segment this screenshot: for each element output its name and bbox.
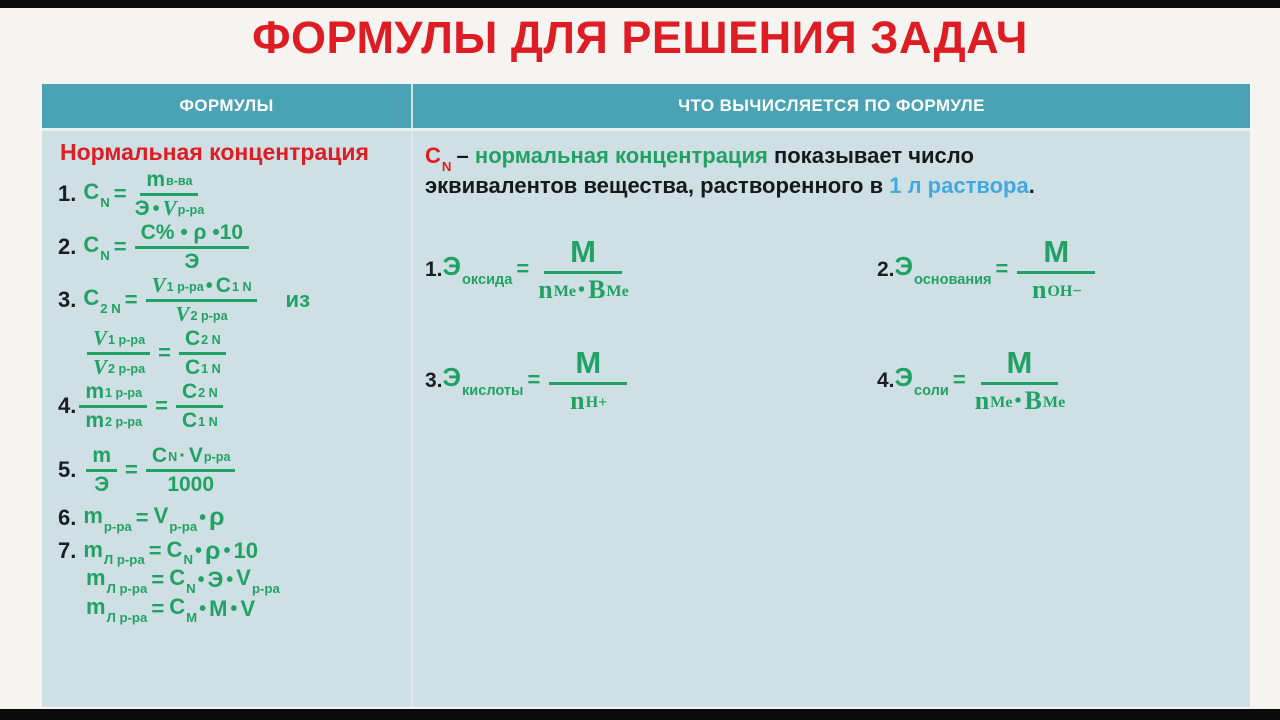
symbol: C (425, 143, 441, 168)
equals-sign: = (158, 340, 171, 365)
symbol: Э (134, 197, 150, 220)
fraction (135, 169, 204, 219)
lhs-symbol (83, 536, 145, 568)
subscript: соли (914, 383, 949, 400)
fraction-numerator (79, 381, 147, 408)
symbol: m (85, 409, 105, 432)
fraction-denominator (93, 355, 144, 378)
formula-number: 4. (58, 393, 77, 418)
subscript: OH− (1047, 283, 1082, 301)
symbol: n (1031, 274, 1047, 304)
equals-sign: = (113, 181, 127, 206)
rhs-symbol: ρ (204, 536, 221, 565)
fraction-denominator (176, 302, 227, 325)
symbol: C (182, 409, 198, 432)
subscript: M (186, 609, 198, 625)
symbol: V (175, 302, 190, 326)
symbol: m (86, 593, 106, 619)
symbol: B (588, 274, 606, 304)
rhs-symbol (166, 536, 193, 568)
fraction-numerator (179, 328, 226, 355)
definition-text: показывает число эквивалентов вещества, растворенного в (425, 143, 974, 198)
symbol: m (85, 380, 105, 403)
subscript: 1 N (231, 280, 252, 295)
symbol: C (83, 285, 100, 311)
fraction (176, 381, 223, 431)
fraction-denominator (182, 408, 217, 431)
subscript: Л р-ра (106, 609, 148, 625)
left-formula-5 (58, 445, 411, 495)
subscript: Me (990, 394, 1013, 412)
dot-operator: • (226, 568, 234, 591)
tail-word: из (285, 287, 311, 312)
definition-paragraph (425, 141, 1085, 200)
symbol: C (166, 536, 183, 562)
equals-sign: = (113, 234, 127, 259)
symbol: V (162, 196, 177, 220)
dot-operator: • (205, 274, 213, 297)
subscript: Me (606, 283, 629, 301)
fraction (86, 445, 117, 495)
equals-sign: = (155, 393, 168, 418)
fraction-denominator: 1000 (167, 473, 215, 496)
subscript: N (441, 158, 452, 174)
fraction (974, 344, 1066, 415)
symbol: V (188, 444, 203, 467)
rhs-symbol: V (240, 595, 256, 621)
lhs-symbol (894, 251, 992, 289)
lhs-symbol (86, 593, 148, 625)
symbol: n (570, 385, 585, 415)
lhs-symbol (442, 362, 524, 400)
rhs-symbol (153, 503, 198, 534)
fraction-denominator (135, 196, 204, 219)
formula-number: 1. (58, 181, 77, 206)
dash: – (456, 143, 469, 168)
subscript: в-ва (166, 174, 193, 189)
subscript: р-ра (169, 518, 198, 534)
fraction-denominator (1032, 274, 1081, 303)
subscript: 2 р-ра (108, 362, 146, 377)
fraction (549, 344, 627, 415)
subscript: 2 N (100, 300, 121, 316)
symbol: m (86, 565, 106, 591)
subscript: р-ра (177, 203, 205, 218)
subscript: оксида (462, 272, 513, 289)
dot-operator: • (199, 506, 207, 529)
fraction-numerator (176, 381, 223, 408)
symbol: m (83, 503, 103, 528)
subscript: Me (553, 283, 577, 301)
symbol: Э (442, 362, 462, 393)
dot-operator: • (223, 540, 231, 563)
left-formula-3b (84, 328, 411, 378)
symbol: C (169, 593, 186, 619)
table-header-formulas: ФОРМУЛЫ (42, 84, 413, 128)
symbol: V (153, 503, 169, 528)
fraction-numerator (146, 445, 236, 472)
symbol: m (146, 168, 165, 191)
formulas-table (42, 84, 1250, 707)
fraction (146, 275, 257, 325)
lhs-symbol (83, 285, 121, 316)
formula-number: 7. (58, 538, 77, 564)
section-title: Нормальная концентрация (60, 139, 369, 165)
left-formula-3 (58, 275, 411, 325)
formula-number: 1. (425, 257, 443, 281)
dot-operator: • (194, 540, 202, 563)
table-header-description: ЧТО ВЫЧИСЛЯЕТСЯ ПО ФОРМУЛЕ (678, 96, 985, 115)
formula-number: 6. (58, 504, 77, 530)
subscript: р-ра (251, 580, 280, 596)
symbol: C (151, 444, 168, 467)
subscript: 2 р-ра (105, 415, 143, 430)
formula-number: 5. (58, 457, 77, 482)
dot-operator: • (197, 568, 205, 591)
rhs-symbol: ρ (209, 503, 225, 532)
term-highlight: нормальная концентрация (474, 143, 768, 168)
subscript: р-ра (103, 518, 132, 534)
subscript: N (100, 194, 110, 210)
fraction-numerator: M (544, 236, 622, 274)
symbol: C (184, 327, 201, 350)
bottom-letterbox-bar (0, 709, 1280, 720)
fraction-denominator: Э (94, 473, 110, 496)
rhs-symbol (236, 565, 280, 596)
fraction (538, 233, 629, 304)
fraction (135, 222, 249, 272)
subscript: 2 р-ра (190, 309, 228, 324)
cell-formulas (42, 131, 413, 707)
symbol: V (151, 273, 166, 297)
rhs-symbol: Э (207, 566, 224, 592)
right-formula-4 (877, 344, 1234, 415)
formula-number: 3. (58, 287, 77, 312)
formula-number: 2. (877, 257, 895, 281)
top-letterbox-bar (0, 0, 1280, 8)
symbol: Э (894, 251, 914, 282)
fraction (79, 381, 147, 431)
formula-number: 3. (425, 368, 443, 392)
subscript: H+ (585, 394, 608, 412)
symbol: Э (894, 362, 914, 393)
fraction-numerator (140, 169, 197, 196)
left-formula-1 (58, 169, 411, 219)
fraction-denominator (570, 385, 606, 414)
equals-sign: = (151, 566, 165, 592)
fraction-numerator: M (1017, 236, 1095, 274)
fraction-numerator (146, 275, 257, 302)
equals-sign: = (995, 256, 1009, 282)
subscript: 2 N (201, 333, 221, 348)
fraction-numerator: m (86, 445, 117, 472)
fraction (146, 445, 236, 495)
fraction-denominator (538, 274, 628, 303)
fraction (179, 328, 226, 378)
dot-operator: • (152, 197, 160, 220)
fraction-denominator (85, 408, 141, 431)
left-formula-6 (58, 503, 411, 534)
fraction-numerator: M (549, 347, 627, 385)
fraction-numerator: M (981, 347, 1059, 385)
symbol: C (83, 179, 100, 205)
dot-operator: · (179, 444, 186, 467)
equivalent-formulas-grid (425, 233, 1234, 415)
formula-number: 2. (58, 234, 77, 259)
symbol: m (83, 536, 103, 562)
subscript: 1 N (198, 415, 218, 430)
dot-operator: • (199, 597, 207, 620)
fraction-denominator (185, 355, 220, 378)
symbol: n (974, 385, 990, 415)
subscript: 1 р-ра (166, 280, 204, 295)
symbol: C (215, 274, 231, 297)
rhs-symbol (169, 593, 198, 625)
cell-description (413, 131, 1250, 707)
symbol: C (184, 356, 201, 379)
subscript: основания (914, 272, 992, 289)
rhs-symbol: 10 (233, 538, 258, 564)
symbol: C (182, 380, 198, 403)
subscript: N (168, 450, 178, 465)
equals-sign: = (124, 287, 138, 312)
subscript: N (186, 580, 196, 596)
fraction-denominator (975, 385, 1065, 414)
right-formula-1 (425, 233, 877, 304)
equals-sign: = (527, 367, 541, 393)
equals-sign: = (516, 256, 530, 282)
symbol: B (1024, 385, 1042, 415)
lhs-symbol (83, 232, 110, 263)
right-formula-2 (877, 233, 1234, 304)
subscript: N (183, 552, 193, 568)
symbol: C (83, 232, 100, 258)
formula-number: 4. (877, 368, 895, 392)
subscript: Л р-ра (103, 552, 145, 568)
page-title: ФОРМУЛЫ ДЛЯ РЕШЕНИЯ ЗАДАЧ (252, 12, 1028, 63)
rhs-symbol (169, 565, 196, 596)
lhs-symbol (86, 565, 148, 596)
subscript: р-ра (203, 450, 231, 465)
left-formula-7a (58, 536, 411, 568)
subscript: N (100, 247, 110, 263)
cn-symbol (425, 143, 452, 174)
equals-sign: = (148, 538, 162, 564)
left-formula-4 (58, 381, 411, 431)
right-formula-3 (425, 344, 877, 415)
subscript: Л р-ра (106, 580, 148, 596)
dot-operator: • (1014, 389, 1022, 412)
subscript: 2 N (198, 386, 218, 401)
subscript: 1 р-ра (105, 386, 143, 401)
symbol: n (538, 274, 553, 304)
symbol: C (169, 565, 186, 591)
subscript: 1 N (201, 362, 221, 377)
lhs-symbol (83, 179, 110, 210)
symbol: Э (442, 251, 462, 282)
equals-sign: = (151, 595, 165, 621)
symbol: V (93, 326, 108, 350)
lhs-symbol (83, 503, 132, 534)
period: . (1028, 172, 1035, 198)
equals-sign: = (952, 367, 966, 393)
subscript: кислоты (462, 383, 524, 400)
fraction-numerator: C% • ρ •10 (135, 222, 249, 249)
fraction-denominator: Э (184, 250, 200, 273)
table-body-row (42, 128, 1250, 707)
left-formula-2 (58, 222, 411, 272)
table-header-row (42, 84, 1250, 128)
symbol: V (93, 355, 108, 379)
subscript: 1 р-ра (108, 333, 146, 348)
dot-operator: • (230, 597, 238, 620)
rhs-symbol: M (209, 595, 228, 621)
fraction (87, 328, 150, 378)
lhs-symbol (442, 251, 513, 289)
volume-highlight: 1 л раствора (889, 172, 1029, 198)
subscript: Me (1042, 394, 1066, 412)
equals-sign: = (135, 504, 149, 530)
fraction-numerator (87, 328, 150, 355)
symbol: V (236, 565, 251, 591)
left-formula-7b (86, 565, 411, 596)
fraction (1017, 233, 1095, 304)
lhs-symbol (894, 362, 949, 400)
left-formula-7c (86, 593, 411, 625)
dot-operator: • (578, 278, 586, 301)
equals-sign: = (125, 457, 138, 482)
